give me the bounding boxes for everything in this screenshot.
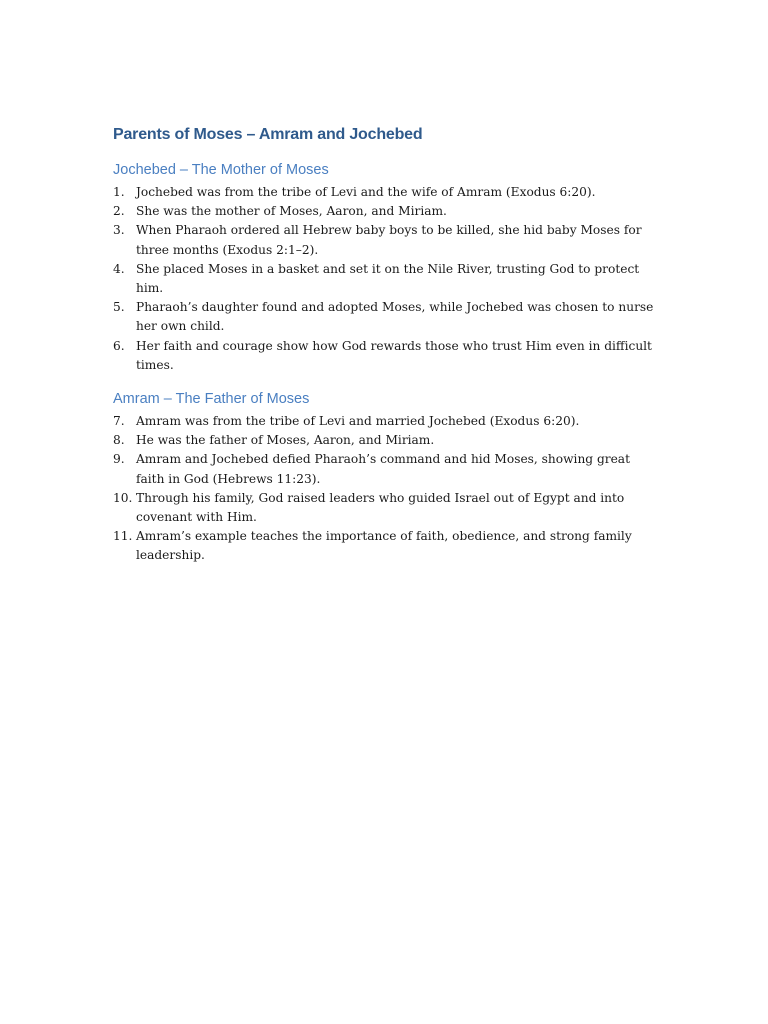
list-item (113, 221, 658, 259)
list-item (113, 431, 658, 450)
list-item (113, 489, 658, 527)
list-item (113, 260, 658, 298)
list-item-text: Amram’s example teaches the importance of faith, obedience, and strong family leadership. (136, 529, 632, 563)
list-item (113, 183, 658, 202)
list-item-text: Jochebed was from the tribe of Levi and the wife of Amram (Exodus 6:20). (136, 185, 596, 199)
list-item-number: 8. (113, 433, 125, 448)
list-item (113, 412, 658, 431)
list-item (113, 298, 658, 336)
list-item (113, 450, 658, 488)
list-item-number: 4. (113, 261, 125, 276)
list-item-number: 10. (113, 490, 133, 505)
document-page (113, 124, 658, 566)
list-item-text: When Pharaoh ordered all Hebrew baby boys to be killed, she hid baby Moses for three months (Exodus 2:1–2). (136, 223, 642, 257)
list-item-number: 3. (113, 223, 125, 238)
list-item-text: Amram was from the tribe of Levi and married Jochebed (Exodus 6:20). (136, 414, 580, 429)
list-item-number: 9. (113, 452, 125, 467)
list-item (113, 337, 658, 375)
list-item-text: Pharaoh’s daughter found and adopted Moses, while Jochebed was chosen to nurse her own child. (136, 300, 654, 334)
list-item-text: She placed Moses in a basket and set it on the Nile River, trusting God to protect him. (136, 261, 640, 296)
list-item-text: Amram and Jochebed defied Pharaoh’s command and hid Moses, showing great faith in God (Hebrews 11:23). (136, 452, 630, 486)
list-item-number: 2. (113, 204, 125, 219)
page-title: Parents of Moses – Amram and Jochebed (113, 126, 423, 143)
jochebed-list (113, 183, 658, 375)
list-item-text: She was the mother of Moses, Aaron, and Miriam. (136, 204, 447, 219)
list-item (113, 202, 658, 221)
list-item-text: He was the father of Moses, Aaron, and Miriam. (136, 433, 435, 448)
section-heading-jochebed: Jochebed – The Mother of Moses (113, 162, 329, 178)
list-item-text: Her faith and courage show how God rewards those who trust Him even in difficult times. (136, 338, 652, 372)
amram-list (113, 412, 658, 566)
list-item (113, 527, 658, 565)
list-item-number: 7. (113, 414, 125, 429)
list-item-number: 5. (113, 300, 125, 315)
list-item-number: 1. (113, 185, 125, 199)
list-item-text: Through his family, God raised leaders who guided Israel out of Egypt and into covenant with Him. (136, 490, 625, 525)
section-heading-amram: Amram – The Father of Moses (113, 391, 310, 408)
list-item-number: 6. (113, 338, 125, 353)
list-item-number: 11. (113, 529, 133, 544)
